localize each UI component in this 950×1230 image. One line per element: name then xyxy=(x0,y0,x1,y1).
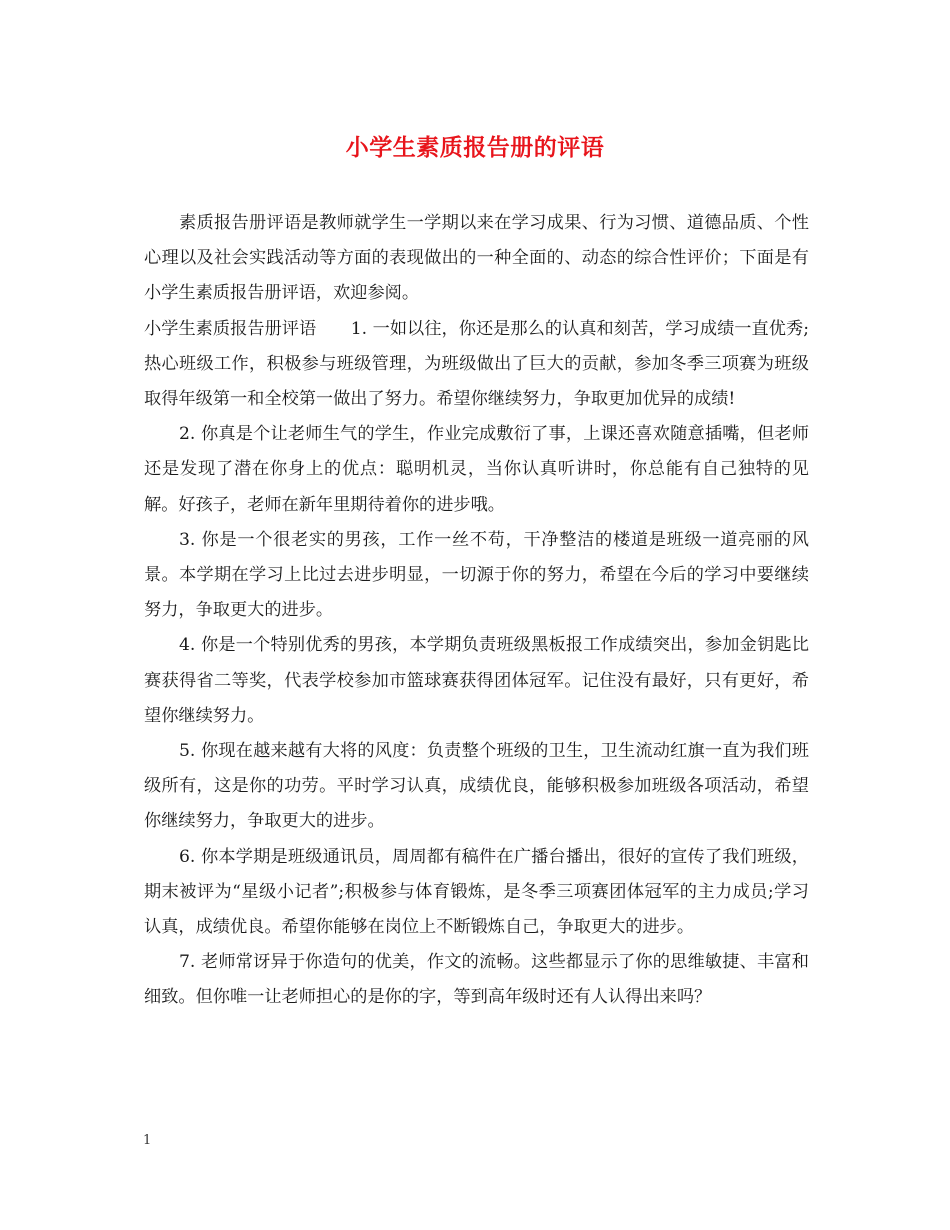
comment-paragraph-2: 2. 你真是个让老师生气的学生，作业完成敷衍了事，上课还喜欢随意插嘴，但老师还是发现了潜在你身上的优点：聪明机灵，当你认真听讲时，你总能有自己独特的见解。好孩子，老师在新年里期待着你的进步哦。 xyxy=(144,424,809,515)
comment-paragraph-7: 7. 老师常讶异于你造句的优美，作文的流畅。这些都显示了你的思维敏捷、丰富和细致。但你唯一让老师担心的是你的字，等到高年级时还有人认得出来吗？ xyxy=(144,952,809,1008)
page-number: 1 xyxy=(143,1133,152,1148)
intro-paragraph: 素质报告册评语是教师就学生一学期以来在学习成果、行为习惯、道德品质、个性心理以及社会实践活动等方面的表现做出的一种全面的、动态的综合性评价；下面是有小学生素质报告册评语，欢迎参阅。 xyxy=(144,213,809,304)
comment-paragraph-5: 5. 你现在越来越有大将的风度：负责整个班级的卫生，卫生流动红旗一直为我们班级所有，这是你的功劳。平时学习认真，成绩优良，能够积极参加班级各项活动，希望你继续努力，争取更大的进步。 xyxy=(144,741,809,832)
document-body xyxy=(144,206,809,1016)
comment-paragraph-3: 3. 你是一个很老实的男孩，工作一丝不苟，干净整洁的楼道是班级一道亮丽的风景。本学期在学习上比过去进步明显，一切源于你的努力，希望在今后的学习中要继续努力，争取更大的进步。 xyxy=(144,529,809,621)
comment-paragraph-4: 4. 你是一个特别优秀的男孩，本学期负责班级黑板报工作成绩突出，参加金钥匙比赛获得省二等奖，代表学校参加市篮球赛获得团体冠军。记住没有最好，只有更好，希望你继续努力。 xyxy=(144,635,809,726)
comment-paragraph-1: 小学生素质报告册评语 1. 一如以往，你还是那么的认真和刻苦，学习成绩一直优秀;热心班级工作，积极参与班级管理，为班级做出了巨大的贡献，参加冬季三项赛为班级取得年级第一和全校第一做出了努力。希望你继续努力，争取更加优异的成绩! xyxy=(144,318,809,410)
comment-paragraph-6: 6. 你本学期是班级通讯员，周周都有稿件在广播台播出，很好的宣传了我们班级，期末被评为“星级小记者”;积极参与体育锻炼，是冬季三项赛团体冠军的主力成员;学习认真，成绩优良。希望你能够在岗位上不断锻炼自己，争取更大的进步。 xyxy=(144,846,809,938)
document-title: 小学生素质报告册的评语 xyxy=(345,134,605,161)
